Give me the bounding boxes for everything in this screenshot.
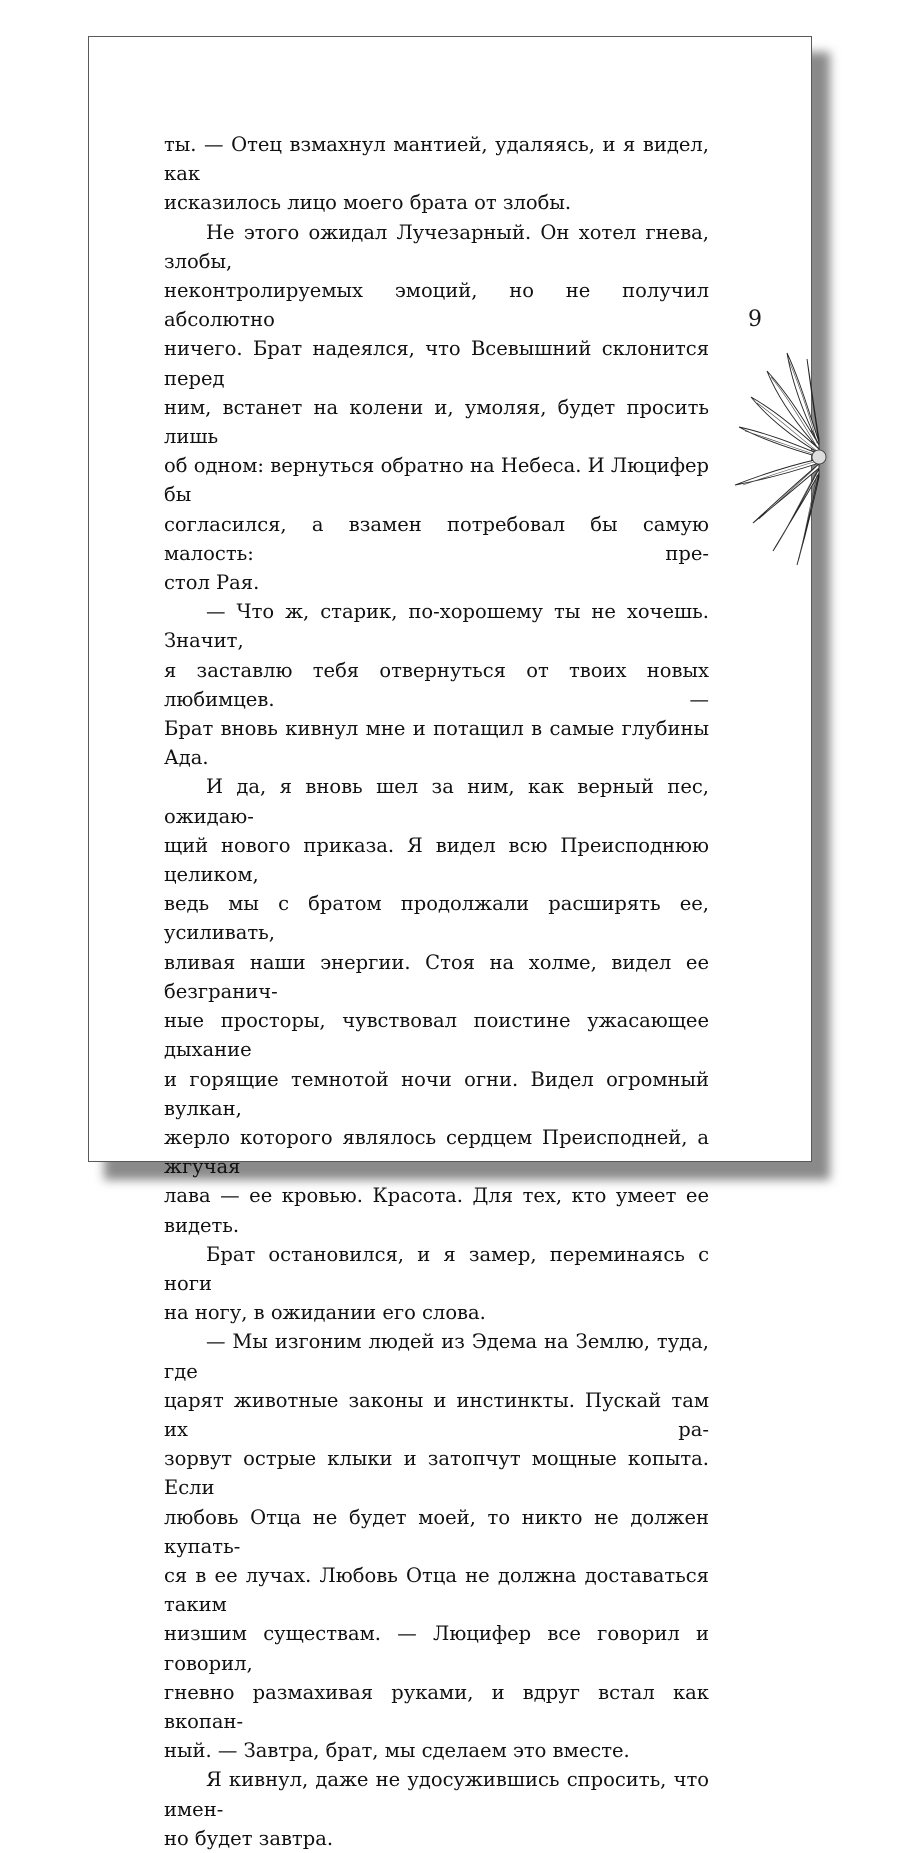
book-page bbox=[88, 36, 812, 1850]
text-line: согласился, а взамен потребовал бы самую малость: пре- bbox=[164, 512, 709, 565]
text-line: царят животные законы и инстинкты. Пускай там их ра- bbox=[164, 1388, 709, 1441]
paragraph bbox=[164, 130, 709, 218]
text-line: низшим существам. — Люцифер все говорил и говорил, bbox=[164, 1622, 709, 1675]
text-line: исказилось лицо моего брата от злобы. bbox=[164, 191, 572, 215]
text-line: Брат вновь кивнул мне и потащил в самые глубины Ада. bbox=[164, 717, 709, 770]
text-line: ты. — Отец взмахнул мантией, удаляясь, и я видел, как bbox=[164, 133, 709, 186]
text-line: зорвут острые клыки и затопчут мощные копыта. Если bbox=[164, 1447, 709, 1500]
text-line: Не этого ожидал Лучезарный. Он хотел гнева, злобы, bbox=[164, 220, 709, 273]
page-number: 9 bbox=[748, 307, 762, 332]
text-line: щий нового приказа. Я видел всю Преисподнюю целиком, bbox=[164, 833, 709, 887]
body-text bbox=[164, 130, 709, 1853]
text-line: я заставлю тебя отвернуться от твоих новых любимцев. — bbox=[164, 658, 709, 711]
text-line: стол Рая. bbox=[164, 571, 260, 595]
text-line: — Что ж, старик, по-хорошему ты не хочешь. Значит, bbox=[164, 600, 709, 653]
text-line: неконтролируемых эмоций, но не получил абсолютно bbox=[164, 279, 709, 332]
text-line: ный. — Завтра, брат, мы сделаем это вместе. bbox=[164, 1739, 630, 1763]
text-line: ним, встанет на колени и, умоляя, будет просить лишь bbox=[164, 395, 709, 449]
text-line: — Мы изгоним людей из Эдема на Землю, туда, где bbox=[164, 1330, 709, 1383]
paragraph bbox=[164, 772, 709, 1239]
text-line: вливая наши энергии. Стоя на холме, видел ее безгранич- bbox=[164, 950, 709, 1003]
text-line: и горящие темнотой ночи огни. Видел огромный вулкан, bbox=[164, 1067, 709, 1120]
paragraph bbox=[164, 218, 709, 598]
text-line: Брат остановился, и я замер, переминаясь с ноги bbox=[164, 1242, 709, 1295]
text-line: Я кивнул, даже не удосужившись спросить, что имен- bbox=[164, 1768, 709, 1821]
paragraph bbox=[164, 1765, 709, 1853]
text-line: но будет завтра. bbox=[164, 1826, 334, 1850]
feather-wing-icon bbox=[731, 339, 821, 569]
text-line: гневно размахивая руками, и вдруг встал как вкопан- bbox=[164, 1680, 709, 1733]
text-line: любовь Отца не будет моей, то никто не должен купать- bbox=[164, 1505, 709, 1558]
text-line: ные просторы, чувствовал поистине ужасающее дыхание bbox=[164, 1009, 709, 1062]
text-line: ся в ее лучах. Любовь Отца не должна доставаться таким bbox=[164, 1563, 709, 1617]
paragraph bbox=[164, 1240, 709, 1328]
text-line: ведь мы с братом продолжали расширять ее, усиливать, bbox=[164, 892, 709, 945]
text-line: ничего. Брат надеялся, что Всевышний склонится перед bbox=[164, 337, 709, 390]
paragraph bbox=[164, 597, 709, 772]
paragraph bbox=[164, 1327, 709, 1765]
text-line: И да, я вновь шел за ним, как верный пес, ожидаю- bbox=[164, 775, 709, 828]
text-line: жерло которого являлось сердцем Преисподней, а жгучая bbox=[164, 1125, 709, 1179]
text-line: на ногу, в ожидании его слова. bbox=[164, 1301, 486, 1325]
text-line: об одном: вернуться обратно на Небеса. И Люцифер бы bbox=[164, 454, 709, 507]
text-line: лава — ее кровью. Красота. Для тех, кто умеет ее видеть. bbox=[164, 1184, 709, 1237]
